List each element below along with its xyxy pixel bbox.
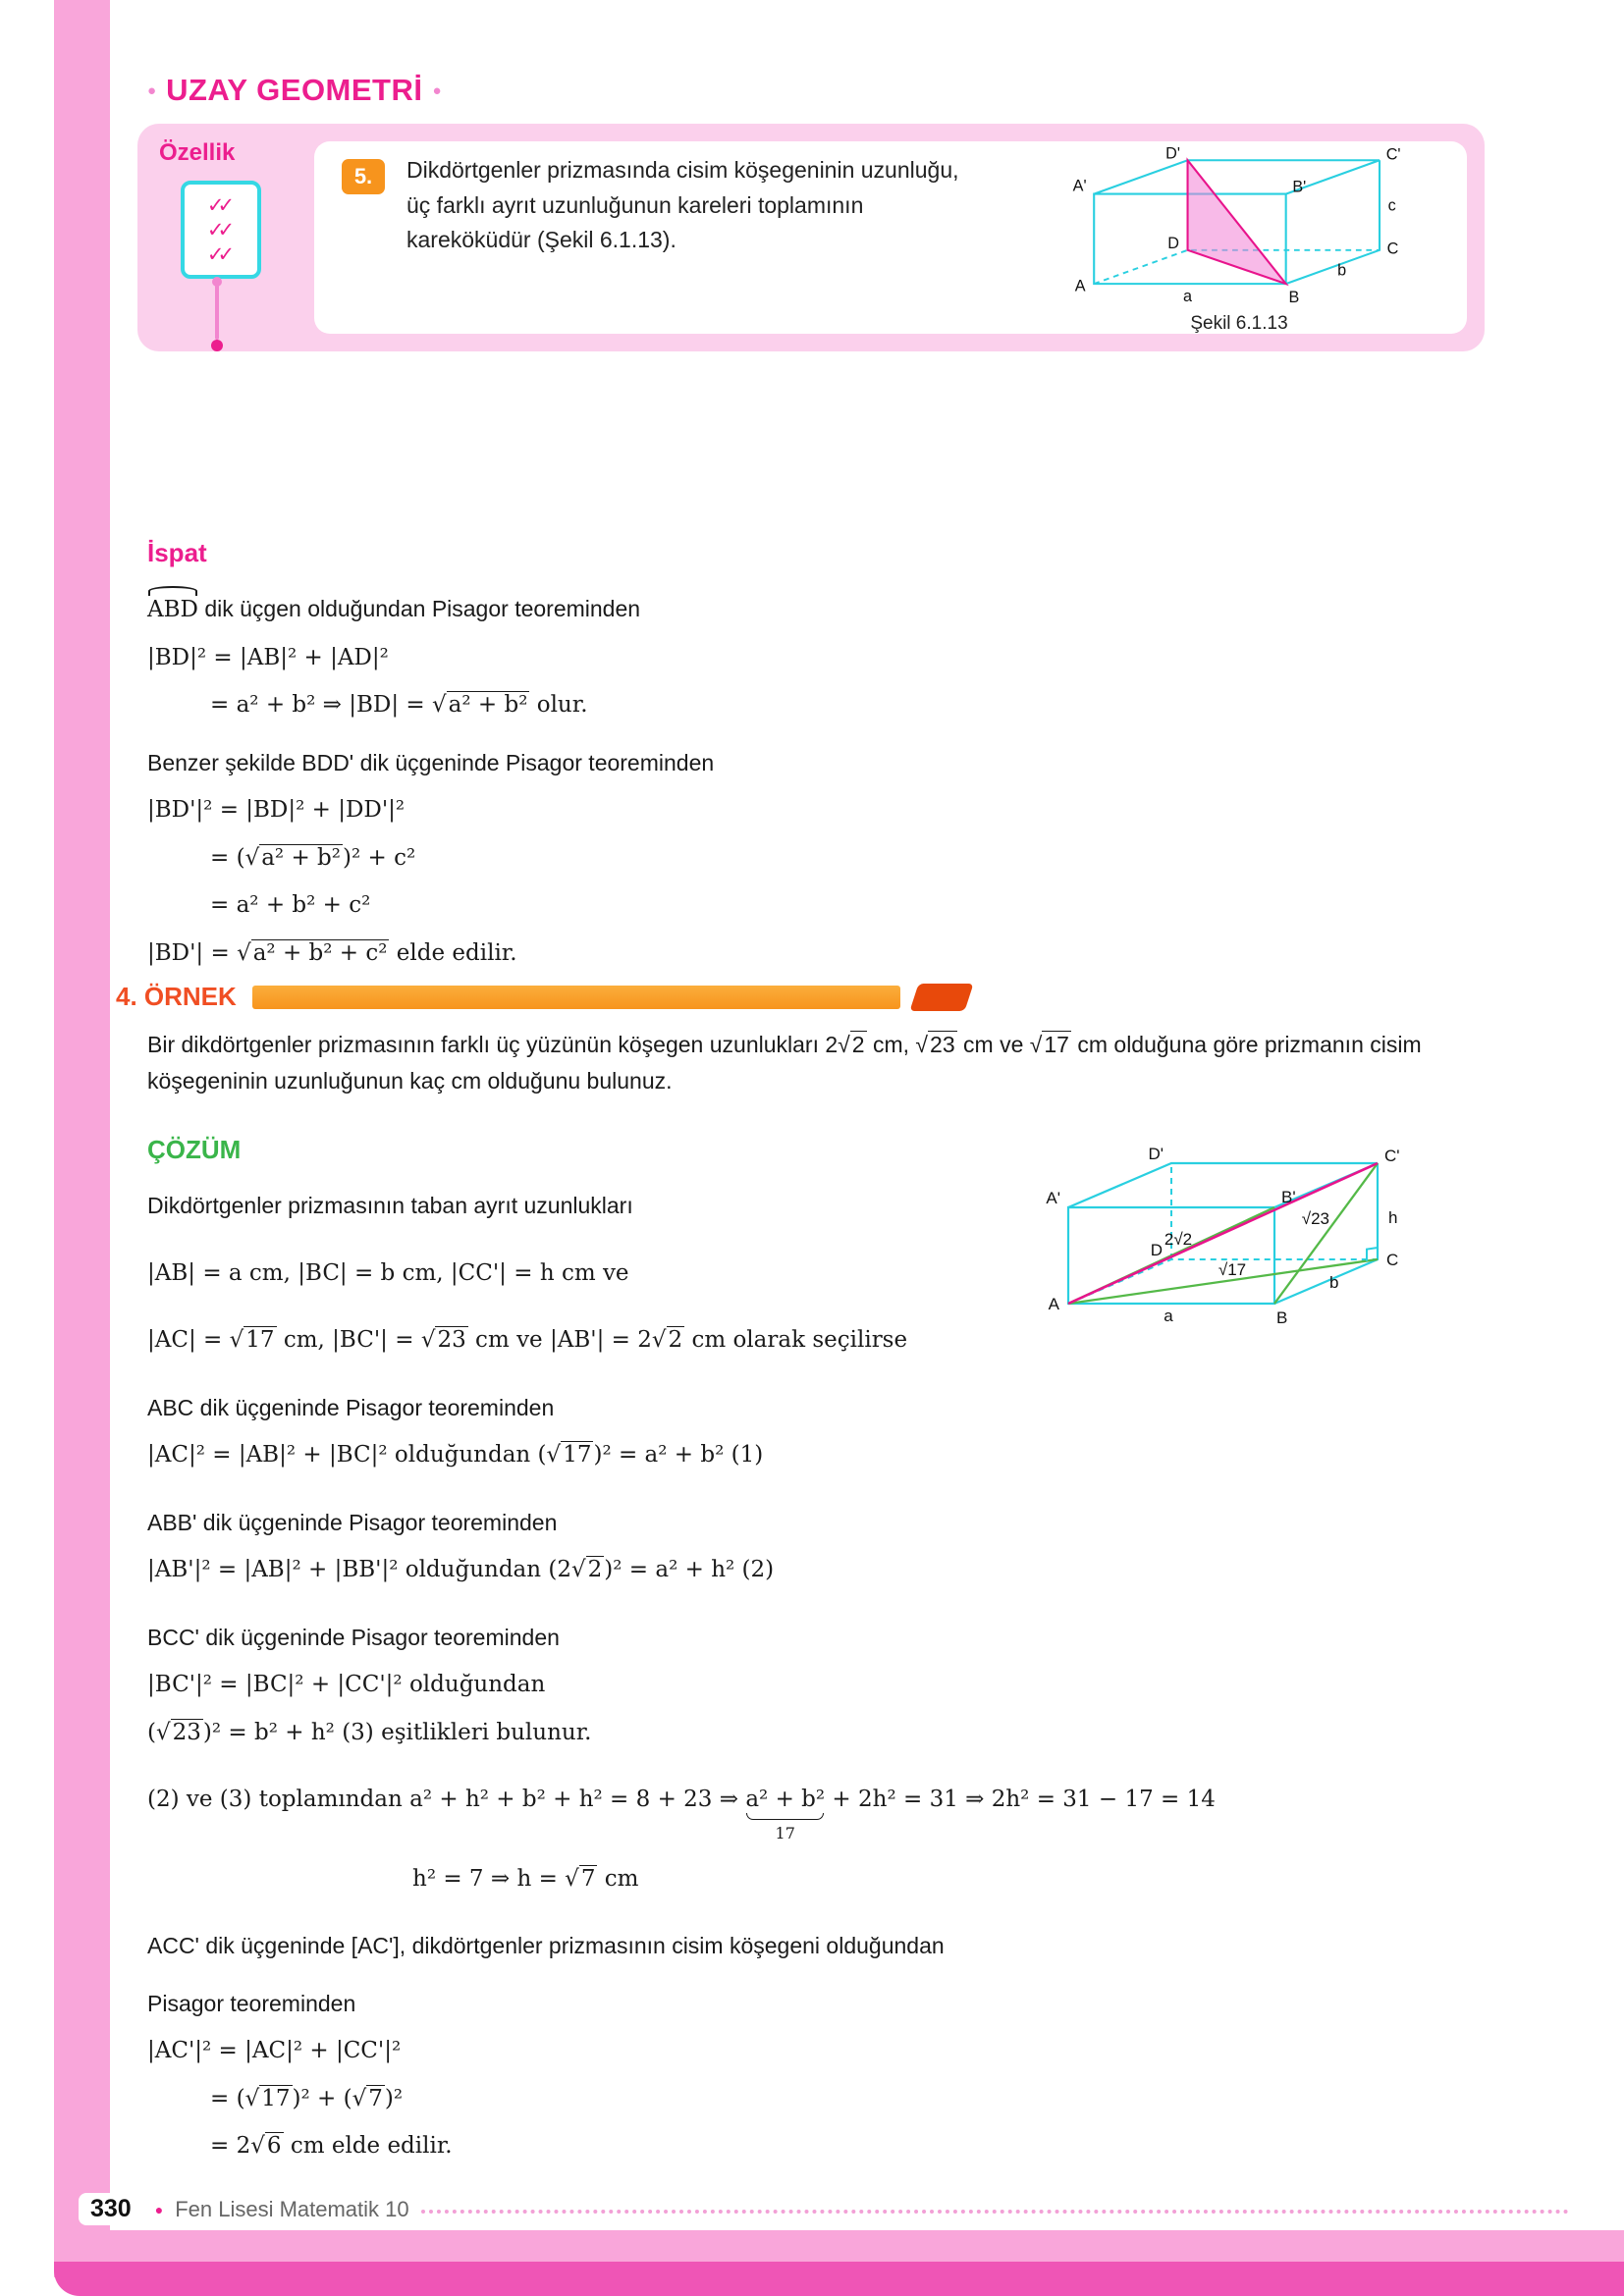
solution-equation: |AC| = √17 cm, |BC'| = √23 cm ve |AB'| = 2√2 cm olarak seçilirse: [147, 1327, 908, 1353]
prism-figure-1-svg: [1056, 145, 1422, 306]
solution-step-title: ABB' dik üçgeninde Pisagor teoreminden: [147, 1509, 558, 1535]
arc-notation: ABD: [147, 593, 198, 627]
property-box-label: Özellik: [159, 139, 236, 166]
example-heading-bar-cap: [909, 984, 973, 1011]
solution-equation: h² = 7 ⇒ h = √7 cm: [412, 1865, 639, 1892]
property-number-badge: 5.: [342, 159, 385, 194]
fig2-label-2sqrt2: 2√2: [1164, 1230, 1193, 1249]
fig2-label-A: A: [1048, 1295, 1059, 1313]
underbraced-term: a² + b²: [745, 1787, 826, 1812]
underbrace-group: [745, 1783, 826, 1842]
solution-equation: |AB| = a cm, |BC| = b cm, |CC'| = h cm ve: [147, 1259, 629, 1286]
solution-equation: = (√17)² + (√7)²: [210, 2085, 404, 2111]
proof-equation: = (√a² + b²)² + c²: [210, 844, 416, 871]
fig1-label-C: C: [1386, 240, 1399, 258]
underbrace: [746, 1813, 824, 1820]
fig1-label-D-prime: D': [1165, 145, 1180, 163]
proof-equation: |BD'| = √a² + b² + c² elde edilir.: [147, 939, 517, 966]
fig1-label-B: B: [1288, 289, 1300, 306]
fig2-label-C: C: [1386, 1251, 1399, 1269]
solution-equation: |BC'|² = |BC|² + |CC'|² olduğundan: [147, 1672, 546, 1697]
solution-equation: |AC|² = |AB|² + |BC|² olduğundan (√17)² = a² + b² (1): [147, 1442, 764, 1468]
prism-figure-1: [1043, 145, 1435, 335]
proof-section: [147, 538, 1129, 970]
page-footer: [79, 2193, 1569, 2225]
fig2-label-B-prime: B': [1281, 1188, 1296, 1206]
solution-equation: |AB'|² = |AB|² + |BB'|² olduğundan (2√2)² = a² + h² (2): [147, 1557, 775, 1582]
sum-equation: [147, 1783, 1522, 1842]
figure-caption: Şekil 6.1.13: [1190, 313, 1288, 334]
footer-dot-icon: ●: [154, 2201, 164, 2217]
solution-heading: ÇÖZÜM: [147, 1135, 242, 1164]
fig2-label-D: D: [1150, 1241, 1163, 1259]
proof-intro-text: dik üçgen olduğundan Pisagor teoreminden: [204, 596, 641, 621]
example-header-row: [116, 982, 969, 1012]
fig2-label-C-prime: C': [1384, 1147, 1400, 1165]
fig2-label-edge-a: a: [1164, 1307, 1173, 1325]
proof-equation: = a² + b² ⇒ |BD| = √a² + b² olur.: [210, 692, 588, 718]
property-text: Dikdörtgenler prizmasında cisim köşegeninin uzunluğu, üç farklı ayrıt uzunluğunun kareleri toplamının kareköküdür (Şekil 6.1.13).: [406, 157, 959, 253]
connector-line: [215, 283, 219, 340]
fig1-label-edge-a: a: [1183, 288, 1193, 306]
fig1-label-C-prime: C': [1385, 145, 1401, 164]
solution-step-title: BCC' dik üçgeninde Pisagor teoreminden: [147, 1624, 560, 1650]
fig2-label-B: B: [1276, 1308, 1288, 1327]
property-box: [137, 124, 1485, 351]
proof-intro: [147, 592, 1129, 627]
fig1-label-A-prime: A': [1072, 177, 1087, 195]
fig2-label-D-prime: D': [1148, 1145, 1164, 1163]
title-dot-icon: ●: [147, 81, 157, 99]
diagonal-plane-triangle: [1188, 160, 1286, 284]
prism-figure-2: [1029, 1127, 1461, 1340]
title-dot-icon: ●: [432, 81, 442, 99]
proof-equation: |BD|² = |AB|² + |AD|²: [147, 644, 389, 670]
solution-text: ACC' dik üçgeninde [AC'], dikdörtgenler prizmasının cisim köşegeni olduğundan: [147, 1933, 945, 1958]
checklist-icon: [181, 181, 261, 279]
example-heading: 4. ÖRNEK: [116, 982, 237, 1011]
check-row-icon: ✓✓: [206, 192, 229, 217]
left-border-bar: [54, 0, 110, 2277]
proof-equation: |BD'|² = |BD|² + |DD'|²: [147, 797, 406, 823]
sum-equation-post: + 2h² = 31 ⇒ 2h² = 31 − 17 = 14: [825, 1787, 1216, 1812]
fig2-label-sqrt17: √17: [1218, 1260, 1247, 1279]
footer-label: Fen Lisesi Matematik 10: [175, 2196, 409, 2221]
property-content: [314, 141, 1467, 334]
check-row-icon: ✓✓: [206, 241, 229, 266]
fig2-label-edge-b: b: [1329, 1273, 1339, 1292]
page-number: 330: [79, 2193, 143, 2225]
fig1-label-D: D: [1167, 234, 1179, 252]
proof-text: Benzer şekilde BDD' dik üçgeninde Pisagor teoreminden: [147, 749, 715, 775]
page-title-row: [147, 73, 442, 108]
bottom-band-light: [54, 2230, 1624, 2262]
fig1-label-B-prime: B': [1292, 178, 1307, 196]
page-title: UZAY GEOMETRİ: [166, 73, 423, 107]
example-problem-text: Bir dikdörtgenler prizmasının farklı üç yüzünün köşegen uzunlukları 2√2 cm, √23 cm ve √17 cm olduğuna göre prizmanın cisim köşegeninin uzunluğunun kaç cm olduğunu bulunuz.: [147, 1032, 1422, 1095]
solution-text: Dikdörtgenler prizmasının taban ayrıt uzunlukları: [147, 1193, 633, 1218]
proof-equation: = a² + b² + c²: [210, 892, 371, 918]
example-heading-bar: [252, 986, 900, 1009]
footer-dotted-line: [421, 2210, 1569, 2214]
underbrace-label: 17: [775, 1823, 795, 1842]
fig1-label-edge-b: b: [1337, 261, 1347, 280]
bottom-band-dark: [54, 2262, 1624, 2296]
fig2-label-sqrt23: √23: [1301, 1209, 1329, 1228]
solution-equation: (√23)² = b² + h² (3) eşitlikleri bulunur.: [147, 1719, 592, 1745]
fig1-label-edge-c: c: [1387, 196, 1396, 215]
solution-text: Pisagor teoreminden: [147, 1990, 356, 2016]
fig1-label-A: A: [1074, 277, 1086, 295]
solution-step-title: ABC dik üçgeninde Pisagor teoreminden: [147, 1394, 555, 1420]
solution-equation: |AC'|² = |AC|² + |CC'|²: [147, 2038, 402, 2063]
proof-heading: İspat: [147, 538, 207, 567]
solution-equation: = 2√6 cm elde edilir.: [210, 2133, 453, 2159]
fig2-label-h: h: [1388, 1208, 1398, 1227]
fig2-label-A-prime: A': [1046, 1189, 1060, 1207]
check-row-icon: ✓✓: [206, 217, 229, 241]
prism-figure-2-svg: [1029, 1127, 1451, 1335]
sum-equation-pre: (2) ve (3) toplamından a² + h² + b² + h² = 8 + 23 ⇒: [147, 1787, 746, 1812]
